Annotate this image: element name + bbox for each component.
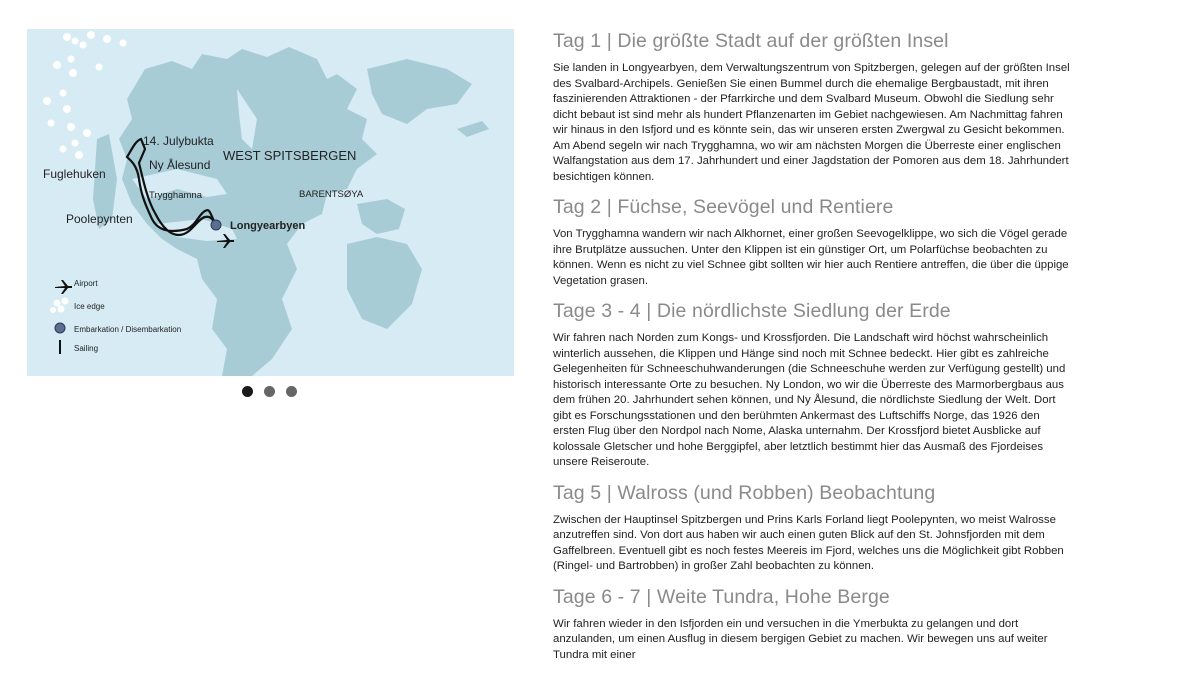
day-description: Zwischen der Hauptinsel Spitzbergen und Prins Karls Forland liegt Poolepynten, wo meist Walrosse anzutreffen sind. Von dort aus haben wir auch einen guten Blick auf den St. Johnsfjorden mit dem Gaffelbreen. Eventuell gibt es noch festes Meereis im Fjord, welches uns die Möglichkeit gibt Robben (Ringel- und Bartrobben) in großer Zahl beobachten zu können. xyxy=(553,513,1064,572)
day-description: Wir fahren nach Norden zum Kongs- und Krossfjorden. Die Landschaft wird höchst wahrscheinlich winterlich aussehen, die Klippen und Hänge sind noch mit Schnee bedeckt. Hier gibt es zahlreiche Gelegenheiten für Schneeschuhwanderungen (die Schneeschuhe werden zur Verfügung gestellt) und historisch interessante Orte zu besuchen. Ny London, wo wir die Überreste des Marmorbergbaus aus dem frühen 20. Jahrhundert sehen können, und Ny Ålesund, die nördlichste Siedlung der Welt. Dort gibt es Forschungsstationen und den berühmten Ankermast des Luftschiffs Norge, das 1926 den ersten Flug über den Nordpol nach Nome, Alaska unternahm. Der Krossfjord bietet Ausblicke auf kolossale Gletscher und hohe Berggipfel, aber letztlich bestimmt hier das Ausmaß des Fjordeises unsere Reiseroute. xyxy=(553,332,1066,468)
legend-embarkation-label: Embarkation / Disembarkation xyxy=(74,325,182,334)
itinerary-day xyxy=(553,300,1073,471)
map-label-barentsoya: BARENTSØYA xyxy=(299,189,364,200)
day-description: Sie landen in Longyearbyen, dem Verwaltungszentrum von Spitzbergen, gelegen auf der größten Insel des Svalbard-Archipels. Genießen Sie einen Bummel durch die ehemalige Bergbaustadt, mit ihren faszinierenden Attraktionen - der Pfarrkirche und dem Svalbard Museum. Obwohl die Siedlung sehr dicht bebaut ist sind mehr als hundert Pflanzenarten im Gebiet nachgewiesen. Am Nachmittag fahren wir hinaus in den Isfjord und es könnte sein, das wir unseren ersten Zwergwal zu Gesicht bekommen. Am Abend segeln wir nach Trygghamna, wo wir am nächsten Morgen die Überreste einer englischen Walfangstation aus dem 17. Jahrhundert und einer Jagdstation der Pomoren aus dem 18. Jahrhundert besichtigen können. xyxy=(553,62,1070,183)
map-label-ny-alesund: Ny Ålesund xyxy=(149,158,211,172)
map-label-longyearbyen: Longyearbyen xyxy=(230,220,306,232)
day-title: Tage 6 - 7 | Weite Tundra, Hohe Berge xyxy=(553,585,890,608)
legend-airport-label: Airport xyxy=(74,279,98,288)
day-description: Wir fahren wieder in den Isfjorden ein und versuchen in die Ymerbukta zu gelangen und dort anzulanden, um einen Ausflug in diesem bergigen Gebiet zu machen. Wir bewegen uns auf weiter Tundra mit einer xyxy=(553,617,1048,661)
carousel-dot-2[interactable] xyxy=(264,386,275,397)
day-title: Tag 1 | Die größte Stadt auf der größten Insel xyxy=(553,30,949,52)
day-description: Von Trygghamna wandern wir nach Alkhornet, einer großen Seevogelklippe, wo sich die Vögel gerade ihre Brutplätze aussuchen. Unter den Klippen ist ein günstiger Ort, um Polarfüchse beobachten zu können. Wenn es nicht zu viel Schnee gibt sollten wir hier auch Rentiere antreffen, die über die üppige Vegetation grasen. xyxy=(553,228,1069,287)
carousel-dots xyxy=(242,386,297,397)
legend-ice-edge-label: Ice edge xyxy=(74,302,105,311)
itinerary-day xyxy=(553,196,1073,289)
legend-embarkation-icon xyxy=(55,323,65,333)
map-label-poolepynten: Poolepynten xyxy=(66,212,133,226)
map-label-trygghamna: Trygghamna xyxy=(149,190,202,201)
carousel-dot-1[interactable] xyxy=(242,386,253,397)
itinerary-day xyxy=(553,482,1073,575)
itinerary xyxy=(553,30,1073,674)
map-label-fuglehuken: Fuglehuken xyxy=(43,167,106,181)
legend-sailing-label: Sailing xyxy=(74,344,99,353)
route-map xyxy=(27,29,514,376)
carousel-dot-3[interactable] xyxy=(286,386,297,397)
longyearbyen-port-marker xyxy=(211,220,221,230)
map-label-julybukta: 14. Julybukta xyxy=(143,134,214,148)
map-label-west-spitsbergen: WEST SPITSBERGEN xyxy=(223,148,357,163)
day-title: Tage 3 - 4 | Die nördlichste Siedlung der Erde xyxy=(553,300,951,322)
map-svg xyxy=(27,29,514,376)
day-title: Tag 2 | Füchse, Seevögel und Rentiere xyxy=(553,196,894,218)
itinerary-day xyxy=(553,586,1073,664)
itinerary-day xyxy=(553,30,1073,185)
day-title: Tag 5 | Walross (und Robben) Beobachtung xyxy=(553,481,936,504)
